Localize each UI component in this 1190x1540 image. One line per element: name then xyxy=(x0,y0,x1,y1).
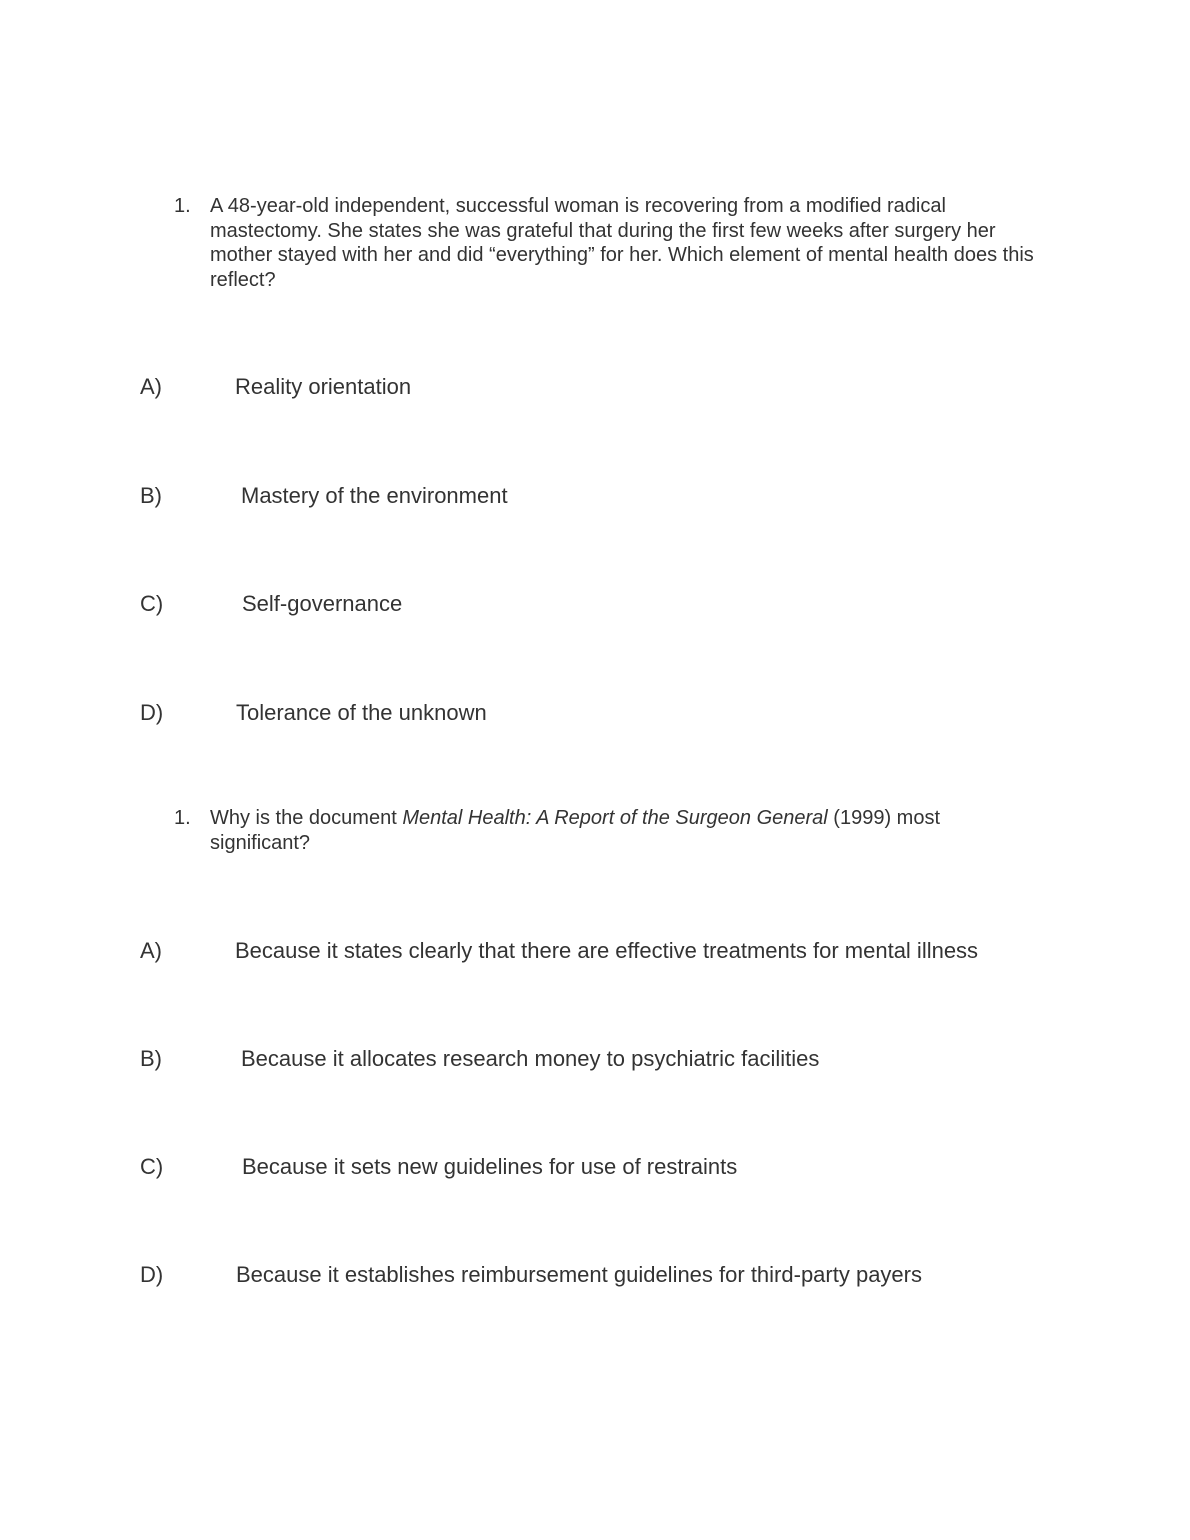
option-letter: C) xyxy=(140,591,164,616)
option-letter: D) xyxy=(140,1262,164,1287)
option-text: Mastery of the environment xyxy=(241,483,508,508)
question-text-after: (1999) most significant? xyxy=(210,807,941,854)
question-number: 1. xyxy=(174,195,191,217)
option-letter: D) xyxy=(140,700,164,725)
option-text: Self-governance xyxy=(242,591,403,616)
question-text xyxy=(210,806,1044,855)
option-text: Because it allocates research money to psychiatric facilities xyxy=(241,1046,820,1071)
option-letter: A) xyxy=(140,938,162,963)
question-1 xyxy=(174,194,1044,292)
question-number: 1. xyxy=(174,807,191,829)
option-letter: B) xyxy=(140,1046,162,1071)
document-title: Mental Health: A Report of the Surgeon General xyxy=(402,807,828,829)
option-text: Because it states clearly that there are effective treatments for mental illness xyxy=(235,938,979,963)
option-letter: C) xyxy=(140,1154,164,1179)
option-text: Reality orientation xyxy=(235,374,412,399)
question-text-before: Why is the document xyxy=(210,807,403,829)
option-letter: B) xyxy=(140,483,162,508)
option-text: Tolerance of the unknown xyxy=(236,700,487,725)
option-letter: A) xyxy=(140,374,162,399)
question-text: A 48-year-old independent, successful woman is recovering from a modified radical mastectomy. She states she was grateful that during the first few weeks after surgery her mother stayed with her and did “everything” for her. Which element of mental health does this reflect? xyxy=(210,195,1034,291)
option-text: Because it establishes reimbursement guidelines for third-party payers xyxy=(236,1262,922,1287)
option-text: Because it sets new guidelines for use of restraints xyxy=(242,1154,738,1179)
question-2 xyxy=(174,806,1044,855)
